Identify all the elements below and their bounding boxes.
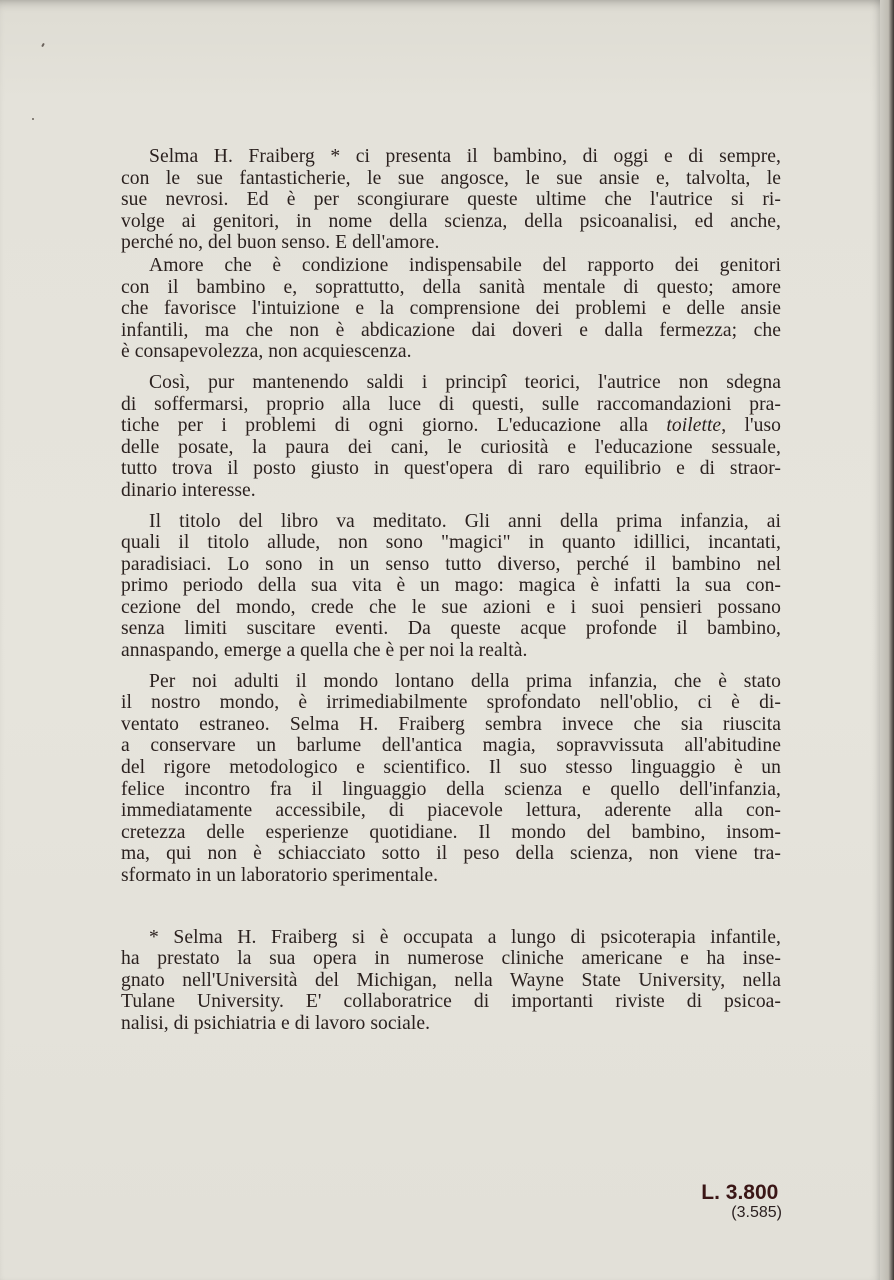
text-line: delle posate, la paura dei cani, le curiosità e l'educazione sessuale, — [121, 436, 781, 458]
text-line: Così, pur mantenendo saldi i principî teorici, l'autrice non sdegna — [149, 371, 781, 393]
text-line: ha prestato la sua opera in numerose cliniche americane e ha inse- — [121, 948, 781, 970]
text-segment: , l'uso — [721, 415, 781, 437]
paragraph-3 — [121, 372, 781, 502]
text-line: cezione del mondo, crede che le sue azioni e i suoi pensieri possano — [121, 596, 781, 618]
text-line: immediatamente accessibile, di piacevole lettura, aderente alla con- — [121, 800, 781, 822]
price-main: L. 3.800 — [701, 1181, 779, 1204]
text-line: sformato in un laboratorio sperimentale. — [121, 865, 439, 886]
text-line: è consapevolezza, non acquiescenza. — [121, 341, 412, 363]
text-line: Il titolo del libro va meditato. Gli anni della prima infanzia, ai — [149, 510, 781, 532]
text-line: cretezza delle esperienze quotidiane. Il mondo del bambino, insom- — [121, 821, 781, 843]
paragraph-4 — [121, 511, 781, 662]
text-line: con il bambino e, soprattutto, della sanità mentale di questo; amore — [121, 276, 781, 298]
cover-text — [121, 146, 781, 1043]
text-line-with-italic — [121, 415, 781, 437]
text-line: * Selma H. Fraiberg si è occupata a lungo di psicoterapia infantile, — [149, 926, 781, 948]
text-line: del rigore metodologico e scientifico. Il suo stesso linguaggio è un — [121, 757, 781, 779]
text-line: gnato nell'Università del Michigan, nella Wayne State University, nella — [121, 969, 781, 991]
paragraph-5 — [121, 671, 781, 887]
paper-speck — [32, 118, 34, 120]
text-line: Per noi adulti il mondo lontano della prima infanzia, che è stato — [149, 670, 781, 692]
text-line: sue nevrosi. Ed è per scongiurare queste ultime che l'autrice si ri- — [121, 189, 781, 211]
price-label — [701, 1182, 782, 1222]
text-line: volge ai genitori, in nome della scienza, della psicoanalisi, ed anche, — [121, 210, 781, 232]
paper-speck — [41, 43, 45, 47]
text-line: annaspando, emerge a quella che è per noi la realtà. — [121, 640, 528, 662]
text-line: primo periodo della sua vita è un mago: magica è infatti la sua con- — [121, 575, 781, 597]
text-line: il nostro mondo, è irrimediabilmente sprofondato nell'oblio, ci è di- — [121, 692, 781, 714]
text-line: che favorisce l'intuizione e la comprensione dei problemi e delle ansie — [121, 298, 781, 320]
text-line: perché no, del buon senso. E dell'amore. — [121, 232, 440, 254]
text-line: nalisi, di psichiatria e di lavoro sociale. — [121, 1012, 431, 1034]
text-line: con le sue fantasticherie, le sue angosce, le sue ansie e, talvolta, le — [121, 167, 781, 189]
text-line: Tulane University. E' collaboratrice di importanti riviste di psicoa- — [121, 991, 781, 1013]
text-line: infantili, ma che non è abdicazione dai doveri e dalla fermezza; che — [121, 319, 781, 341]
text-line: Amore che è condizione indispensabile del rapporto dei genitori — [149, 254, 781, 276]
text-line: di soffermarsi, proprio alla luce di questi, sulle raccomandazioni pra- — [121, 393, 781, 415]
text-line: tutto trova il posto giusto in quest'opera di raro equilibrio e di straor- — [121, 458, 781, 480]
cover-edge — [880, 0, 894, 1280]
italic-word: toilette — [666, 415, 722, 437]
text-line: felice incontro fra il linguaggio della scienza e quello dell'infanzia, — [121, 778, 781, 800]
paragraph-2 — [121, 255, 781, 363]
text-line: senza limiti suscitare eventi. Da queste acque profonde il bambino, — [121, 618, 781, 640]
paragraph-1 — [121, 146, 781, 254]
text-line: ventato estraneo. Selma H. Fraiberg sembra invece che sia riuscita — [121, 713, 781, 735]
text-line: dinario interesse. — [121, 479, 256, 501]
author-footnote — [121, 927, 781, 1035]
text-line: Selma H. Fraiberg * ci presenta il bambino, di oggi e di sempre, — [149, 146, 781, 167]
text-line: paradisiaci. Lo sono in un senso tutto diverso, perché il bambino nel — [121, 553, 781, 575]
price-sub: (3.585) — [731, 1204, 782, 1221]
text-line: a conservare un barlume dell'antica magia, sopravvissuta all'abitudine — [121, 735, 781, 757]
text-segment: tiche per i problemi di ogni giorno. L'educazione alla — [121, 415, 648, 437]
text-line: quali il titolo allude, non sono "magici" in quanto idillici, incantati, — [121, 532, 781, 554]
text-line: ma, qui non è schiacciato sotto il peso della scienza, non viene tra- — [121, 843, 781, 865]
